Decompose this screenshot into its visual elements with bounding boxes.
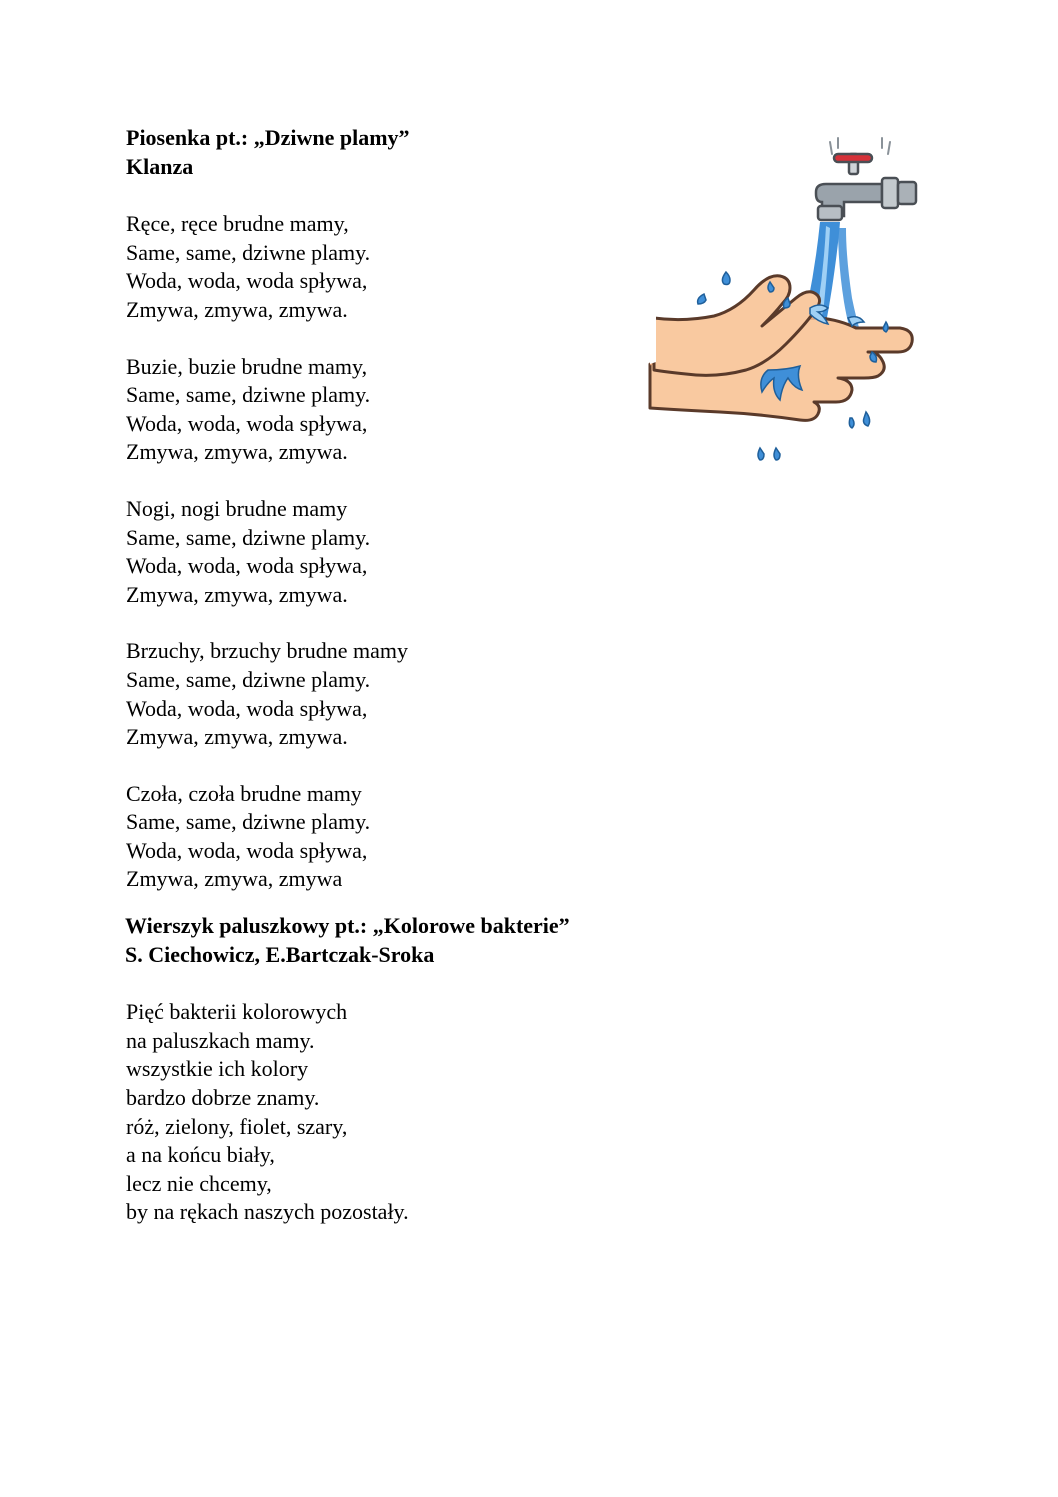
stanza-line: Woda, woda, woda spływa, [126, 268, 368, 294]
stanza-line: Woda, woda, woda spływa, [126, 553, 368, 579]
poem-line: bardzo dobrze znamy. [126, 1085, 320, 1111]
stanza-line: Zmywa, zmywa, zmywa. [126, 724, 348, 750]
song-stanza-2 [126, 353, 686, 467]
poem-line: Pięć bakterii kolorowych [126, 999, 348, 1025]
stanza-line: Brzuchy, brzuchy brudne mamy [126, 638, 409, 664]
poem-body [126, 998, 686, 1227]
stanza-line: Same, same, dziwne plamy. [126, 239, 371, 265]
water-tap-icon [816, 154, 916, 220]
stanza-line: Woda, woda, woda spływa, [126, 695, 368, 721]
poem-heading [125, 912, 686, 969]
poem-line: na paluszkach mamy. [126, 1027, 315, 1053]
hand-washing-under-tap-icon [640, 132, 930, 470]
poem-author: S. Ciechowicz, E.Bartczak-Sroka [125, 941, 435, 967]
stanza-line: Buzie, buzie brudne mamy, [126, 353, 368, 379]
song-stanza-3 [126, 495, 686, 609]
song-author: Klanza [126, 153, 194, 179]
stanza-line: Zmywa, zmywa, zmywa [126, 866, 343, 892]
poem-line: wszystkie ich kolory [126, 1056, 309, 1082]
stanza-line: Same, same, dziwne plamy. [126, 524, 371, 550]
stanza-line: Same, same, dziwne plamy. [126, 809, 371, 835]
stanza-line: Same, same, dziwne plamy. [126, 382, 371, 408]
stanza-line: Ręce, ręce brudne mamy, [126, 211, 349, 237]
song-heading [126, 124, 686, 181]
stanza-line: Zmywa, zmywa, zmywa. [126, 296, 348, 322]
stanza-line: Woda, woda, woda spływa, [126, 837, 368, 863]
poem-title: Wierszyk paluszkowy pt.: „Kolorowe bakterie” [125, 913, 570, 939]
hand-icon [650, 276, 912, 421]
song-stanza-1 [126, 210, 686, 324]
stanza-line: Nogi, nogi brudne mamy [126, 495, 348, 521]
poem-line: lecz nie chcemy, [126, 1170, 272, 1196]
poem-line: by na rękach naszych pozostały. [126, 1199, 409, 1225]
motion-lines-icon [830, 138, 890, 154]
stanza-line: Same, same, dziwne plamy. [126, 666, 371, 692]
stanza-line: Czoła, czoła brudne mamy [126, 780, 362, 806]
poem-line: róż, zielony, fiolet, szary, [126, 1113, 348, 1139]
poem-line: a na końcu biały, [126, 1142, 275, 1168]
song-title: Piosenka pt.: „Dziwne plamy” [126, 125, 410, 150]
stanza-line: Zmywa, zmywa, zmywa. [126, 439, 348, 465]
song-stanza-4 [126, 637, 686, 751]
song-stanza-5 [126, 780, 686, 894]
stanza-line: Woda, woda, woda spływa, [126, 410, 368, 436]
document-text [126, 124, 686, 1227]
stanza-line: Zmywa, zmywa, zmywa. [126, 581, 348, 607]
